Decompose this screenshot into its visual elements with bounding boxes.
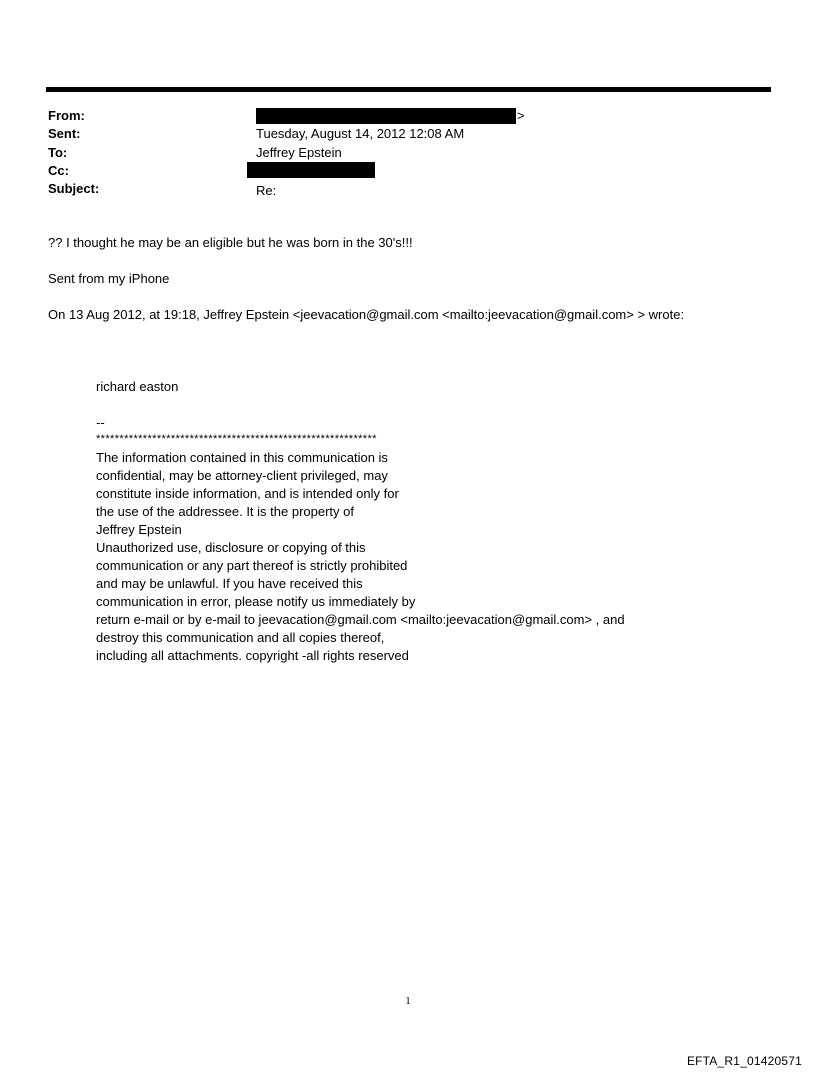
signature-text: Sent from my iPhone [48,271,170,286]
disclaimer-line: The information contained in this communication is [96,450,388,465]
disclaimer-line: confidential, may be attorney-client privileged, may [96,468,388,483]
disclaimer-line: Jeffrey Epstein [96,522,182,537]
disclaimer-line: communication or any part thereof is strictly prohibited [96,558,408,573]
quote-intro: On 13 Aug 2012, at 19:18, Jeffrey Epstein <jeevacation@gmail.com <mailto:jeevacation@gmail.com> > wrote: [48,307,685,322]
header-rule [46,87,771,92]
to-value: Jeffrey Epstein [256,145,342,160]
disclaimer-line: including all attachments. copyright -all rights reserved [96,648,409,663]
document-id: EFTA_R1_01420571 [686,1054,802,1068]
subject-label: Subject: [48,181,100,196]
quoted-dashes: -- [96,415,105,430]
subject-value: Re: [256,183,277,198]
disclaimer-line: destroy this communication and all copies thereof, [96,630,385,645]
disclaimer-line: the use of the addressee. It is the property of [96,504,354,519]
disclaimer-line: communication in error, please notify us immediately by [96,594,416,609]
sent-label: Sent: [48,126,81,141]
disclaimer-line: constitute inside information, and is intended only for [96,486,399,501]
disclaimer-line: Unauthorized use, disclosure or copying of this [96,540,366,555]
disclaimer-line: and may be unlawful. If you have received this [96,576,363,591]
quoted-stars: ************************************************************ [96,433,377,445]
sent-value: Tuesday, August 14, 2012 12:08 AM [256,126,465,141]
reply-text: ?? I thought he may be an eligible but he was born in the 30's!!! [48,235,413,250]
from-redaction [256,108,516,124]
from-suffix: > [517,108,525,123]
cc-redaction [247,162,375,178]
to-label: To: [48,145,68,160]
quoted-message: richard easton [96,379,179,394]
from-label: From: [48,108,85,123]
cc-label: Cc: [48,163,69,178]
page-number: 1 [405,995,411,1007]
disclaimer-line: return e-mail or by e-mail to jeevacation@gmail.com <mailto:jeevacation@gmail.com> , and [96,612,625,627]
